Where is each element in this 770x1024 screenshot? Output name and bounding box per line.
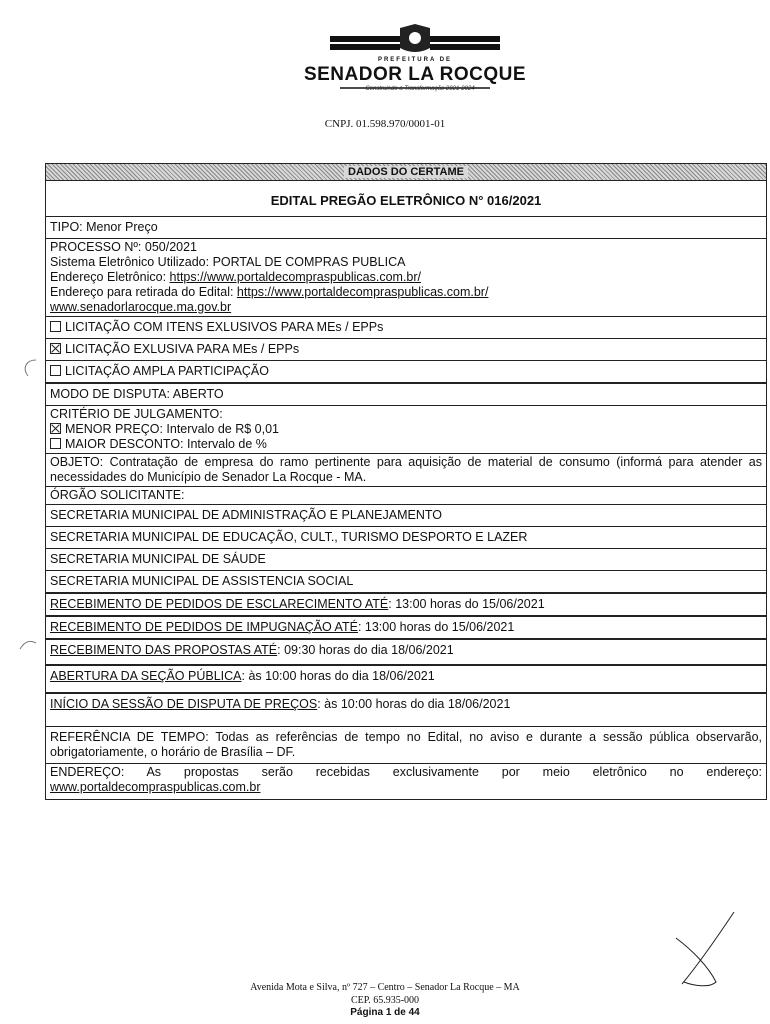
lic-itens-row: LICITAÇÃO COM ITENS EXLUSIVOS PARA MEs / EPPs <box>46 317 766 339</box>
inicio-row: INÍCIO DA SESSÃO DE DISPUTA DE PREÇOS: às 10:00 horas do dia 18/06/2021 <box>46 694 766 727</box>
sistema: Sistema Eletrônico Utilizado: PORTAL DE COMPRAS PUBLICA <box>50 255 406 269</box>
checked-box-icon <box>50 343 61 354</box>
orgao-3: SECRETARIA MUNICIPAL DE SÁUDE <box>46 549 766 571</box>
unchecked-box-icon <box>50 321 61 332</box>
section-header: DADOS DO CERTAME <box>46 164 766 181</box>
criterio-maior: MAIOR DESCONTO: Intervalo de % <box>50 437 762 452</box>
footer-cep: CEP. 65.935-000 <box>350 995 420 1006</box>
esclarecimento-row: RECEBIMENTO DE PEDIDOS DE ESCLARECIMENTO ATÉ: 13:00 horas do 15/06/2021 <box>46 594 766 617</box>
checked-box-icon <box>50 423 61 434</box>
portal-link[interactable]: https://www.portaldecompraspublicas.com.br/ <box>169 270 422 284</box>
criterio-block <box>46 406 766 454</box>
lic-ampla-row: LICITAÇÃO AMPLA PARTICIPAÇÃO <box>46 361 766 384</box>
signature-mark <box>672 910 742 990</box>
logo-city-name: SENADOR LA ROCQUE <box>303 64 527 85</box>
certame-table <box>45 163 767 800</box>
endereco-row: ENDEREÇO: As propostas serão recebidas exclusivamente por meio eletrônico no endereço: www.portaldecompraspublicas.com.br <box>50 765 762 794</box>
lic-exclusiva-row: LICITAÇÃO EXLUSIVA PARA MEs / EPPs <box>46 339 766 361</box>
margin-mark <box>18 358 38 378</box>
orgao-title: ÓRGÃO SOLICITANTE: <box>46 487 766 505</box>
retirada-link[interactable]: https://www.portaldecompraspublicas.com.br/ <box>236 285 489 299</box>
logo-motto: Construindo a Transformação 2021-2024 <box>365 86 475 92</box>
criterio-menor: MENOR PREÇO: Intervalo de R$ 0,01 <box>50 422 762 437</box>
processo-block <box>46 239 766 317</box>
margin-mark <box>18 635 38 655</box>
orgao-1: SECRETARIA MUNICIPAL DE ADMINISTRAÇÃO E PLANEJAMENTO <box>46 505 766 527</box>
footer-address: Avenida Mota e Silva, nº 727 – Centro – Senador La Rocque – MA <box>250 982 520 993</box>
abertura-row: ABERTURA DA SEÇÃO PÚBLICA: às 10:00 horas do dia 18/06/2021 <box>46 666 766 694</box>
unchecked-box-icon <box>50 365 61 376</box>
cnpj: CNPJ. 01.598.970/0001-01 <box>324 118 446 130</box>
page-number: Página 1 de 44 <box>350 1007 420 1018</box>
site-link[interactable]: www.senadorlarocque.ma.gov.br <box>50 300 232 314</box>
criterio-title: CRITÉRIO DE JULGAMENTO: <box>50 407 223 421</box>
orgao-2: SECRETARIA MUNICIPAL DE EDUCAÇÃO, CULT., TURISMO DESPORTO E LAZER <box>46 527 766 549</box>
endereco-retirada: Endereço para retirada do Edital: https://www.portaldecompraspublicas.com.br/ <box>50 285 489 299</box>
modo-row: MODO DE DISPUTA: ABERTO <box>46 384 766 406</box>
referencia-row: REFERÊNCIA DE TEMPO: Todas as referências de tempo no Edital, no aviso e durante a sessão pública observarão, obrigatoriamente, o horário de Brasília – DF. <box>46 727 766 764</box>
tipo-row: TIPO: Menor Preço <box>46 217 766 239</box>
endereco-eletronico: Endereço Eletrônico: https://www.portaldecompraspublicas.com.br/ <box>50 270 422 284</box>
objeto-row: OBJETO: Contratação de empresa do ramo pertinente para aquisição de material de consumo (informá para atender as necessidades do Município de Senador La Rocque - MA. <box>46 454 766 487</box>
orgao-4: SECRETARIA MUNICIPAL DE ASSISTENCIA SOCIAL <box>46 571 766 594</box>
portal-final-link[interactable]: www.portaldecompraspublicas.com.br <box>50 780 261 794</box>
edital-title: EDITAL PREGÃO ELETRÔNICO N° 016/2021 <box>46 181 766 217</box>
impugnacao-row: RECEBIMENTO DE PEDIDOS DE IMPUGNAÇÃO ATÉ: 13:00 horas do 15/06/2021 <box>46 617 766 640</box>
unchecked-box-icon <box>50 438 61 449</box>
logo-prefeitura: PREFEITURA DE <box>377 57 453 63</box>
processo: PROCESSO Nº: 050/2021 <box>50 240 197 254</box>
propostas-row: RECEBIMENTO DAS PROPOSTAS ATÉ: 09:30 horas do dia 18/06/2021 <box>46 640 766 666</box>
